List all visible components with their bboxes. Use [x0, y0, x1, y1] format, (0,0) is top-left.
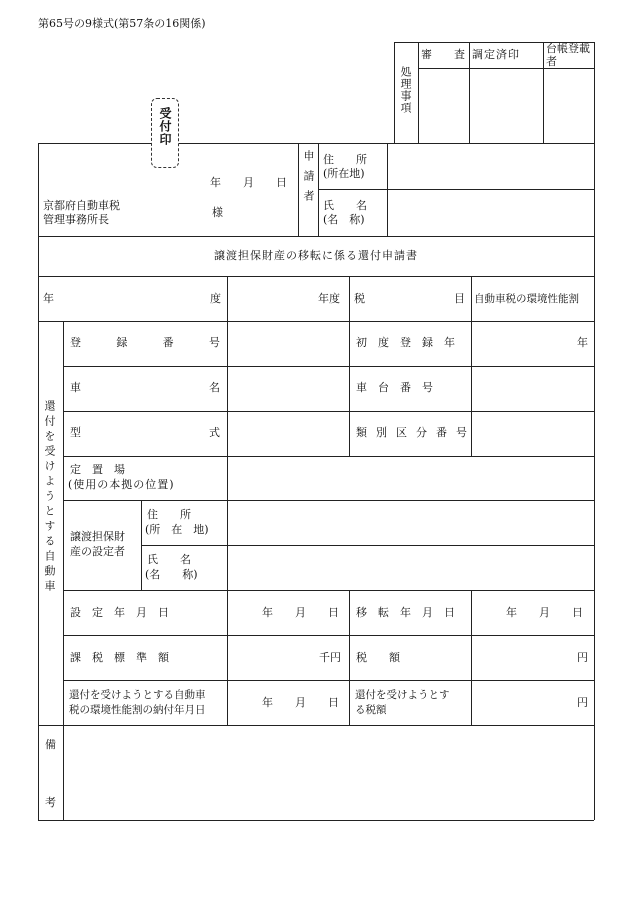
chassis-no-label: 車 台 番 号 [356, 381, 433, 394]
car-name-label: 車 名 [70, 381, 220, 394]
settlor-addr-label: 住 所 [147, 508, 191, 521]
paid-date-value: 年 月 日 [262, 696, 339, 709]
registration-no-label: 登 録 番 号 [70, 336, 220, 349]
remarks-top: 備 [45, 738, 56, 751]
storage-label-1: 定 置 場 [70, 463, 125, 476]
class-no-label: 類 別 区 分 番 号 [356, 426, 466, 439]
stamp-label: 受付印 [158, 107, 172, 146]
tax-base-label: 課 税 標 準 額 [70, 651, 169, 664]
addressee-line1: 京都府自動車税 [43, 199, 120, 212]
settlor-label-1: 譲渡担保財 [70, 530, 125, 543]
tax-amount-label: 税 額 [356, 651, 400, 664]
paid-date-label-2: 税の環境性能割の納付年月日 [69, 704, 206, 716]
col-shinsa: 審 査 [421, 48, 465, 61]
settlor-label-2: 産の設定者 [70, 545, 125, 558]
year-label: 年 [43, 292, 54, 305]
nendo-label: 年度 [318, 292, 340, 305]
remarks-bottom: 考 [45, 796, 56, 809]
refund-tax-unit: 円 [577, 696, 588, 709]
transfer-date-value: 年 月 日 [506, 606, 583, 619]
address-sub: (所在地) [323, 167, 365, 180]
applicant-label: 申請者 [302, 150, 315, 210]
tax-name: 自動車税の環境性能割 [474, 293, 579, 305]
settlor-name-label: 氏 名 [147, 553, 191, 566]
paid-date-label-1: 還付を受けようとする自動車 [69, 689, 206, 701]
form-id: 第65号の9様式(第57条の16関係) [38, 17, 206, 30]
address-label: 住 所 [323, 153, 367, 166]
col-chotei: 調定済印 [472, 48, 520, 61]
application-date: 年 月 日 [210, 176, 287, 189]
setting-date-value: 年 月 日 [262, 606, 339, 619]
first-reg-year-label: 初 度 登 録 年 [356, 336, 455, 349]
first-reg-year-unit: 年 [577, 336, 588, 349]
setting-date-label: 設 定 年 月 日 [70, 606, 169, 619]
settlor-name-sub: (名 称) [145, 568, 198, 581]
transfer-date-label: 移 転 年 月 日 [356, 606, 455, 619]
document-title: 譲渡担保財産の移転に係る還付申請書 [214, 249, 418, 262]
refund-tax-label-2: る税額 [355, 704, 387, 716]
do-label: 度 [210, 292, 221, 305]
refund-tax-label-1: 還付を受けようとす [355, 689, 450, 701]
vehicle-group-label: 還付を受けようとする自動車 [43, 400, 56, 595]
processing-label: 処理事項 [399, 66, 412, 114]
tax-amount-unit: 円 [577, 651, 588, 664]
addressee-line2: 管理事務所長 [43, 213, 109, 226]
col-daicho: 台帳登載者 [546, 42, 590, 68]
name-label: 氏 名 [323, 199, 367, 212]
sama-label: 様 [212, 206, 223, 219]
name-sub: (名 称) [323, 213, 365, 226]
moku-label: 目 [454, 292, 465, 305]
zei-label: 税 [354, 292, 365, 305]
settlor-addr-sub: (所 在 地) [145, 523, 209, 536]
model-label: 型 式 [70, 426, 220, 439]
tax-base-unit: 千円 [319, 651, 341, 664]
storage-label-2: (使用の本拠の位置) [68, 478, 175, 491]
